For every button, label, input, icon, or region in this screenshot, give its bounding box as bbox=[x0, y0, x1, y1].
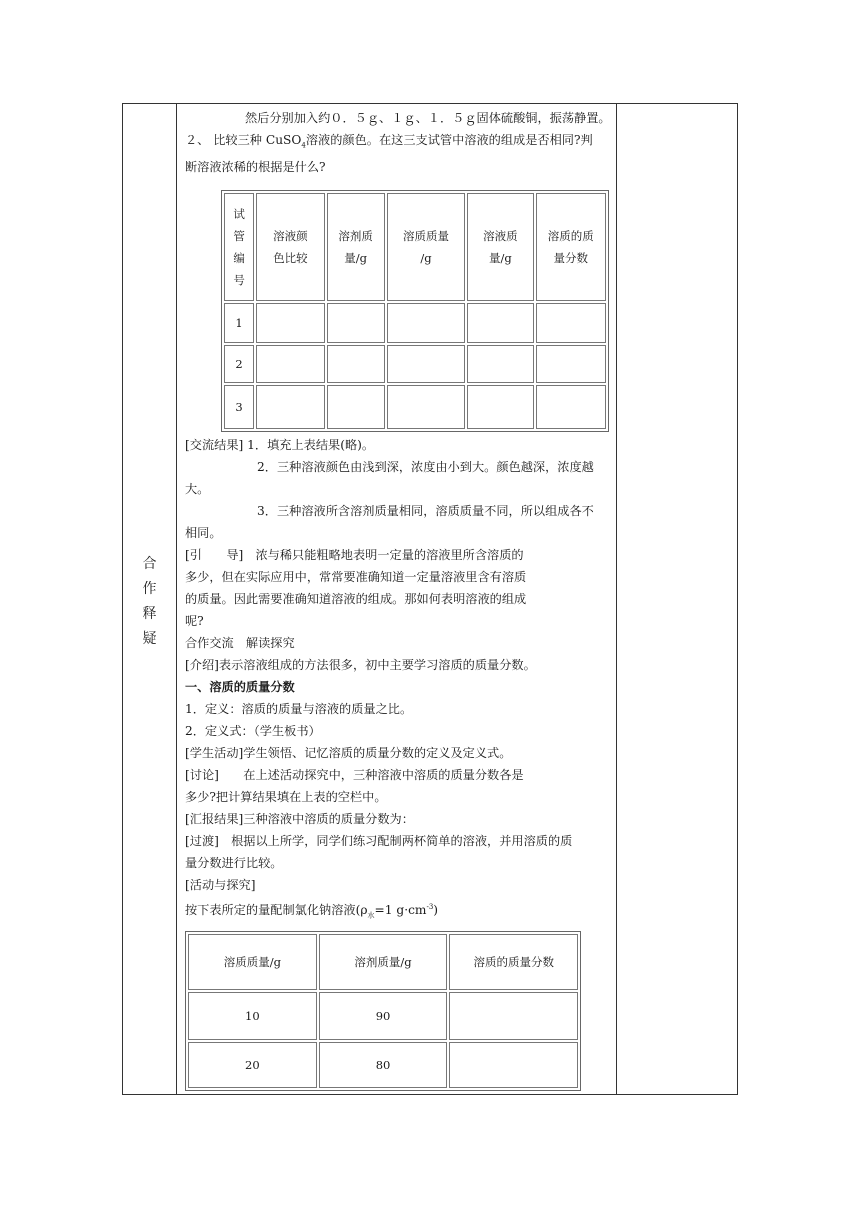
text-line: 的质量。因此需要准确知道溶液的组成。那如何表明溶液的组成 bbox=[185, 592, 527, 607]
table-header-row bbox=[188, 934, 578, 990]
column-divider-left bbox=[176, 104, 177, 1094]
table-cell bbox=[327, 345, 385, 383]
text-line: 断溶液浓稀的根据是什么? bbox=[185, 160, 326, 175]
table-cell: 80 bbox=[319, 1042, 448, 1088]
text-line: 3．三种溶液所含溶剂质量相同，溶质质量不同，所以组成各不 bbox=[257, 504, 594, 519]
text-line: 大。 bbox=[185, 482, 210, 497]
table-header: 溶质的质 量分数 bbox=[536, 193, 606, 301]
table-cell bbox=[327, 385, 385, 429]
text-line: 合作交流 解读探究 bbox=[185, 636, 295, 651]
text-line: 多少?把计算结果填在上表的空栏中。 bbox=[185, 790, 387, 805]
table-cell: 20 bbox=[188, 1042, 317, 1088]
text-line: [学生活动]学生领悟、记忆溶质的质量分数的定义及定义式。 bbox=[185, 746, 512, 761]
text-line: 2．三种溶液颜色由浅到深，浓度由小到大。颜色越深，浓度越 bbox=[257, 460, 594, 475]
table-cell bbox=[256, 303, 324, 343]
text-line: [活动与探究] bbox=[185, 878, 256, 893]
table-cell bbox=[387, 345, 465, 383]
table-header: 溶剂质量/g bbox=[319, 934, 448, 990]
table-header: 溶剂质 量/g bbox=[327, 193, 385, 301]
table-header: 溶质质量 /g bbox=[387, 193, 465, 301]
table-cell: 90 bbox=[319, 992, 448, 1040]
table-cell bbox=[327, 303, 385, 343]
table-header: 溶液质 量/g bbox=[467, 193, 533, 301]
text-line: 呢? bbox=[185, 614, 204, 629]
text-line: 2．定义式：（学生板书） bbox=[185, 724, 321, 739]
table-cell bbox=[467, 303, 533, 343]
table-cell bbox=[536, 345, 606, 383]
text-line: [过渡] 根据以上所学，同学们练习配制两杯简单的溶液，并用溶质的质 bbox=[185, 834, 573, 849]
table-cell: 3 bbox=[224, 385, 254, 429]
table-header: 溶液颜 色比较 bbox=[256, 193, 324, 301]
table-header: 溶质的质量分数 bbox=[449, 934, 578, 990]
text-line: [汇报结果]三种溶液中溶质的质量分数为： bbox=[185, 812, 414, 827]
text-line: 然后分别加入约０．５ｇ、１ｇ、１．５ｇ固体硫酸铜，振荡静置。 bbox=[245, 111, 611, 125]
table-cell bbox=[449, 992, 578, 1040]
text-line: ２、 比较三种 CuSO$_4$溶液的颜色。在这三支试管中溶液的组成是否相同?判 bbox=[185, 133, 593, 150]
text-line: [讨论] 在上述活动探究中，三种溶液中溶质的质量分数各是 bbox=[185, 768, 524, 783]
text-line: 相同。 bbox=[185, 526, 222, 541]
table-cell bbox=[387, 385, 465, 429]
table-cell bbox=[536, 303, 606, 343]
table-cell: 10 bbox=[188, 992, 317, 1040]
lesson-content bbox=[185, 107, 611, 1091]
text-line: 多少，但在实际应用中，常常要准确知道一定量溶液里含有溶质 bbox=[185, 570, 527, 585]
table-cell: 1 bbox=[224, 303, 254, 343]
text-line: [引 导] 浓与稀只能粗略地表明一定量的溶液里所含溶质的 bbox=[185, 548, 524, 563]
text-line: 量分数进行比较。 bbox=[185, 856, 283, 871]
column-divider-right bbox=[616, 104, 617, 1094]
table-cell bbox=[536, 385, 606, 429]
table-cell bbox=[256, 345, 324, 383]
table-cell bbox=[467, 345, 533, 383]
section-heading: 一、溶质的质量分数 bbox=[185, 680, 295, 695]
text-line: 按下表所定的量配制氯化钠溶液($\rho_水=1$ $g\cdot cm^{-3}$) bbox=[185, 903, 439, 920]
text-line: [交流结果] 1．填充上表结果(略)。 bbox=[185, 438, 375, 453]
table-cell bbox=[256, 385, 324, 429]
section-side-label: 合 作 释 疑 bbox=[142, 556, 157, 647]
test-tube-table bbox=[221, 190, 609, 432]
text-line: 1．定义：溶质的质量与溶液的质量之比。 bbox=[185, 702, 413, 717]
table-header: 试 管 编 号 bbox=[224, 193, 254, 301]
table-cell: 2 bbox=[224, 345, 254, 383]
text-line: [介绍]表示溶液组成的方法很多，初中主要学习溶质的质量分数。 bbox=[185, 658, 536, 673]
table-header: 溶质质量/g bbox=[188, 934, 317, 990]
table-cell bbox=[449, 1042, 578, 1088]
table-row bbox=[188, 992, 578, 1040]
table-row bbox=[224, 345, 606, 383]
table-row bbox=[224, 385, 606, 429]
table-cell bbox=[387, 303, 465, 343]
table-row bbox=[188, 1042, 578, 1088]
lesson-table bbox=[122, 103, 738, 1095]
table-header-row bbox=[224, 193, 606, 301]
table-cell bbox=[467, 385, 533, 429]
nacl-solution-table bbox=[185, 931, 581, 1091]
table-row bbox=[224, 303, 606, 343]
